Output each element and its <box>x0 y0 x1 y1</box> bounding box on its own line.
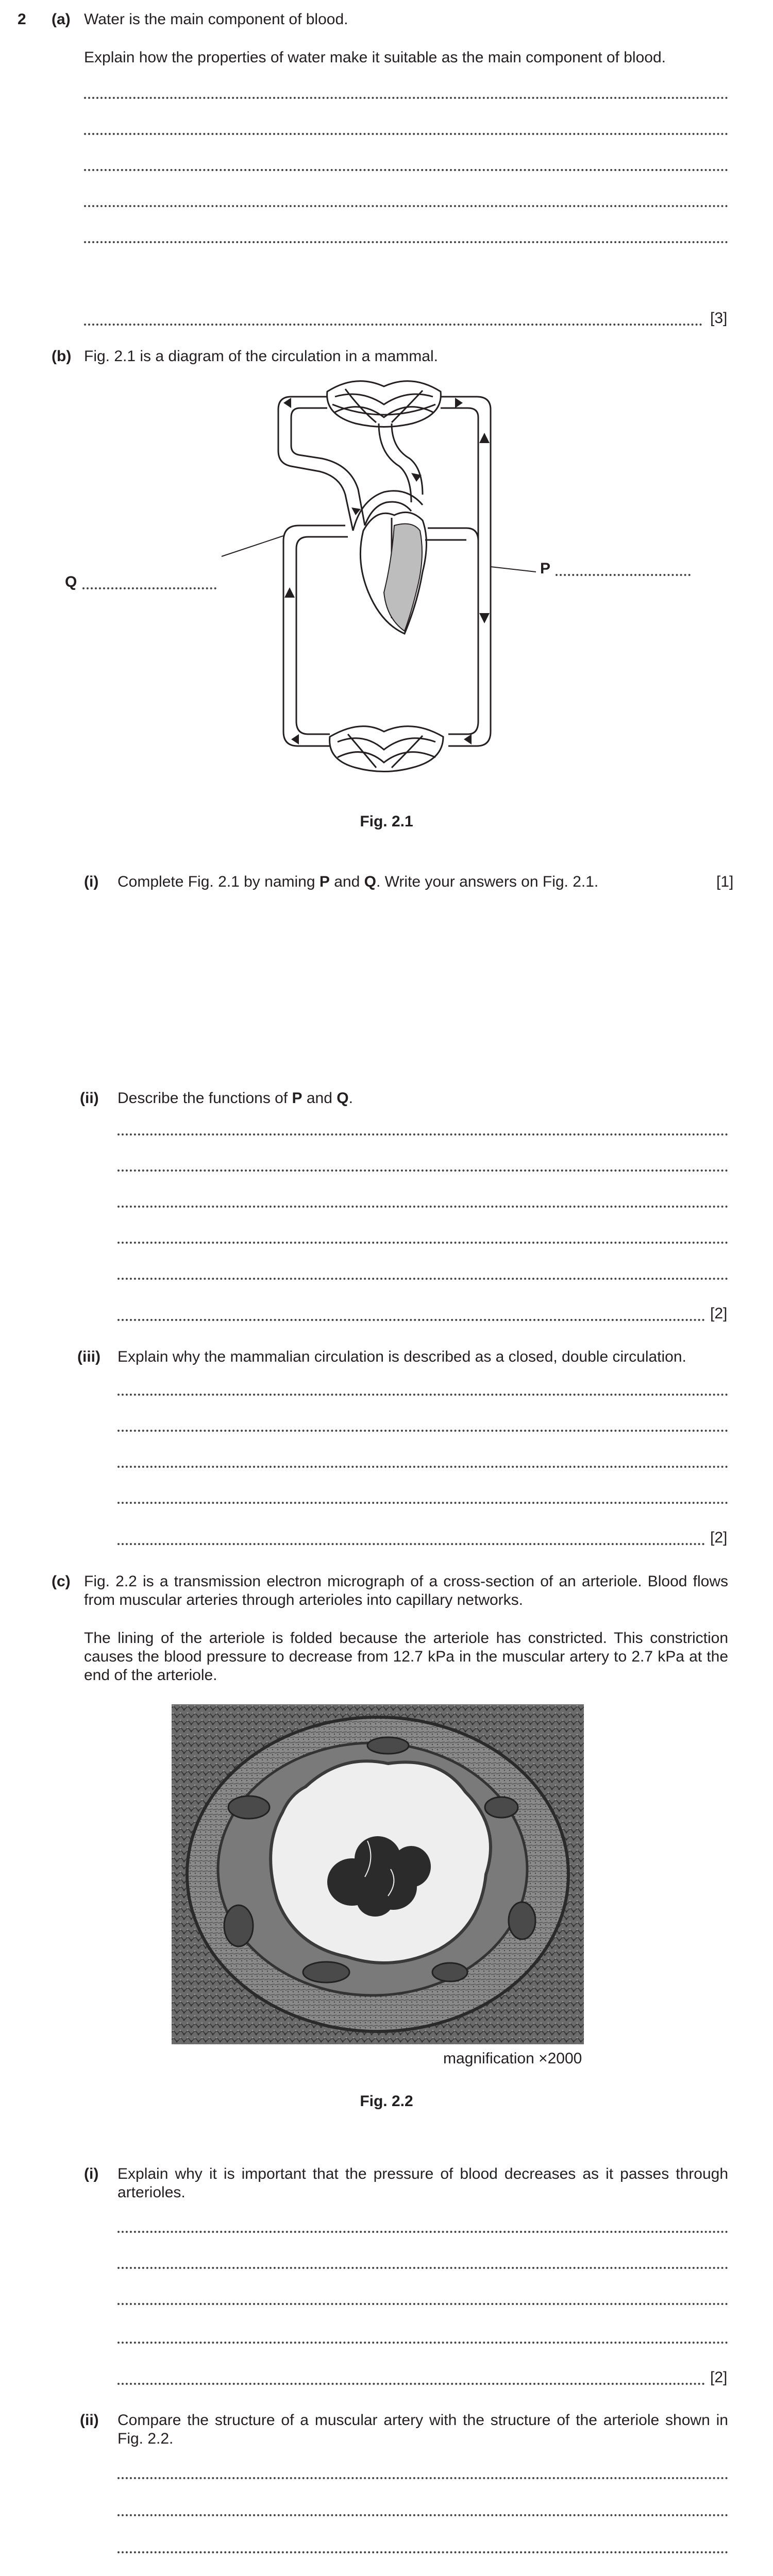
answer-line[interactable] <box>84 169 728 171</box>
answer-line[interactable] <box>117 1543 705 1545</box>
label-P: P <box>540 560 551 577</box>
body-capillaries <box>330 726 443 772</box>
answer-line[interactable] <box>84 97 728 99</box>
pulmonary-vessel-left <box>278 397 353 531</box>
answer-line[interactable] <box>117 1206 728 1208</box>
part-a-prompt: Explain how the properties of water make it suitable as the main component of blood. <box>84 49 666 66</box>
answer-line-Q[interactable] <box>82 587 216 589</box>
marks-b-iii: [2] <box>710 1529 728 1546</box>
part-b-iii-label: (iii) <box>77 1348 100 1365</box>
part-b-i-text: Complete Fig. 2.1 by naming P and Q. Write your answers on Fig. 2.1. <box>117 873 599 890</box>
answer-line[interactable] <box>117 1278 728 1280</box>
circulation-diagram <box>206 376 567 778</box>
answer-line[interactable] <box>117 1466 728 1468</box>
fig-2-1-caption: Fig. 2.1 <box>360 813 413 830</box>
marks-b-i: [1] <box>716 873 734 890</box>
magnification-label: magnification ×2000 <box>443 2050 582 2067</box>
lung-capillaries <box>327 381 441 427</box>
part-b-i-label: (i) <box>84 873 99 890</box>
part-b-ii-text: Describe the functions of P and Q. <box>117 1090 353 1107</box>
part-a-intro: Water is the main component of blood. <box>84 11 348 28</box>
part-b-intro: Fig. 2.1 is a diagram of the circulation in a mammal. <box>84 348 438 365</box>
pulmonary-vessel-right <box>441 397 491 746</box>
marks-a: [3] <box>710 310 728 327</box>
answer-line[interactable] <box>117 1430 728 1432</box>
part-c-ii-text: Compare the structure of a muscular artery with the structure of the arteriole shown in Fig. 2.2. <box>117 2412 728 2447</box>
answer-line[interactable] <box>84 205 728 207</box>
answer-line[interactable] <box>117 1242 728 1244</box>
answer-line[interactable] <box>117 1319 705 1321</box>
answer-line[interactable] <box>84 241 728 243</box>
part-c-para2: The lining of the arteriole is folded because the arteriole has constricted. This constriction causes the blood pressure to decrease from 12.7 kPa in the muscular artery to 2.7 kPa at the end of the arteriole. <box>84 1630 728 1684</box>
answer-line[interactable] <box>117 1133 728 1136</box>
answer-line[interactable] <box>84 133 728 135</box>
marks-c-i: [2] <box>710 2369 728 2386</box>
answer-line[interactable] <box>117 2303 728 2305</box>
answer-line[interactable] <box>117 2231 728 2233</box>
part-b-label: (b) <box>52 348 72 365</box>
answer-line-P[interactable] <box>556 574 691 576</box>
part-c-label: (c) <box>52 1573 71 1590</box>
answer-line[interactable] <box>117 1170 728 1172</box>
part-c-ii-label: (ii) <box>80 2412 99 2429</box>
part-b-iii-text: Explain why the mammalian circulation is described as a closed, double circulation. <box>117 1348 686 1365</box>
question-number: 2 <box>18 11 26 28</box>
marks-b-ii: [2] <box>710 1305 728 1322</box>
answer-line[interactable] <box>117 2477 728 2479</box>
answer-line[interactable] <box>117 2551 728 2553</box>
part-b-ii-label: (ii) <box>80 1090 99 1107</box>
arteriole-micrograph <box>172 1704 584 2044</box>
answer-line[interactable] <box>117 2267 728 2269</box>
answer-line[interactable] <box>84 324 702 326</box>
part-c-intro: Fig. 2.2 is a transmission electron micrograph of a cross-section of an arteriole. Blood flows from muscular arteries through arterioles into capillary networks. <box>84 1573 728 1608</box>
part-a-label: (a) <box>52 11 71 28</box>
part-c-i-text: Explain why it is important that the pressure of blood decreases as it passes through arterioles. <box>117 2165 728 2201</box>
fig-2-2-caption: Fig. 2.2 <box>360 2093 413 2110</box>
answer-line[interactable] <box>117 1394 728 1396</box>
answer-line[interactable] <box>117 2383 705 2385</box>
answer-line[interactable] <box>117 2342 728 2344</box>
label-Q: Q <box>65 573 77 590</box>
answer-line[interactable] <box>117 2514 728 2516</box>
part-c-i-label: (i) <box>84 2165 99 2182</box>
answer-line[interactable] <box>117 1502 728 1504</box>
